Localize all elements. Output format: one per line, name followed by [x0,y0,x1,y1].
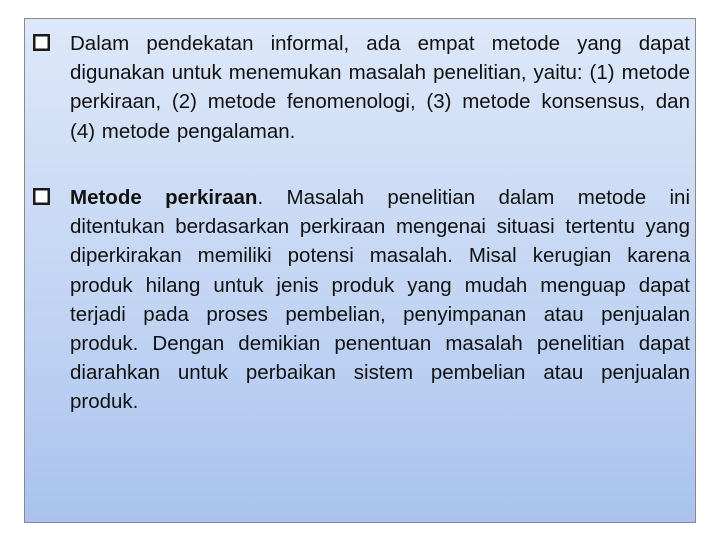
bullet-item-metode-perkiraan [33,183,693,417]
checkbox-square-icon [33,188,50,205]
checkbox-square-icon [33,34,50,51]
bullet-body: Dalam pendekatan informal, ada empat metode yang dapat digunakan untuk menemukan masalah penelitian, yaitu: (1) metode perkiraan, (2) metode fenomenologi, (3) metode konsensus, dan (4) metode pengalaman. [70,32,690,143]
content-panel [24,18,696,523]
bullet-text [70,183,690,417]
bullet-text [70,29,690,146]
bullet-lead-separator: . [257,186,264,209]
bullet-body: Masalah penelitian dalam metode ini ditentukan berdasarkan perkiraan mengenai situasi tertentu yang diperkirakan memiliki potensi masalah. Misal kerugian karena produk hilang untuk jenis produk yang mudah menguap dapat terjadi pada proses pembelian, penyimpanan atau penjualan produk. Dengan demikian penentuan masalah penelitian dapat diarahkan untuk perbaikan sistem pembelian atau penjualan produk. [70,186,691,414]
bullet-bold-lead: Metode perkiraan [70,186,258,209]
bullet-item-informal-methods [33,29,693,146]
